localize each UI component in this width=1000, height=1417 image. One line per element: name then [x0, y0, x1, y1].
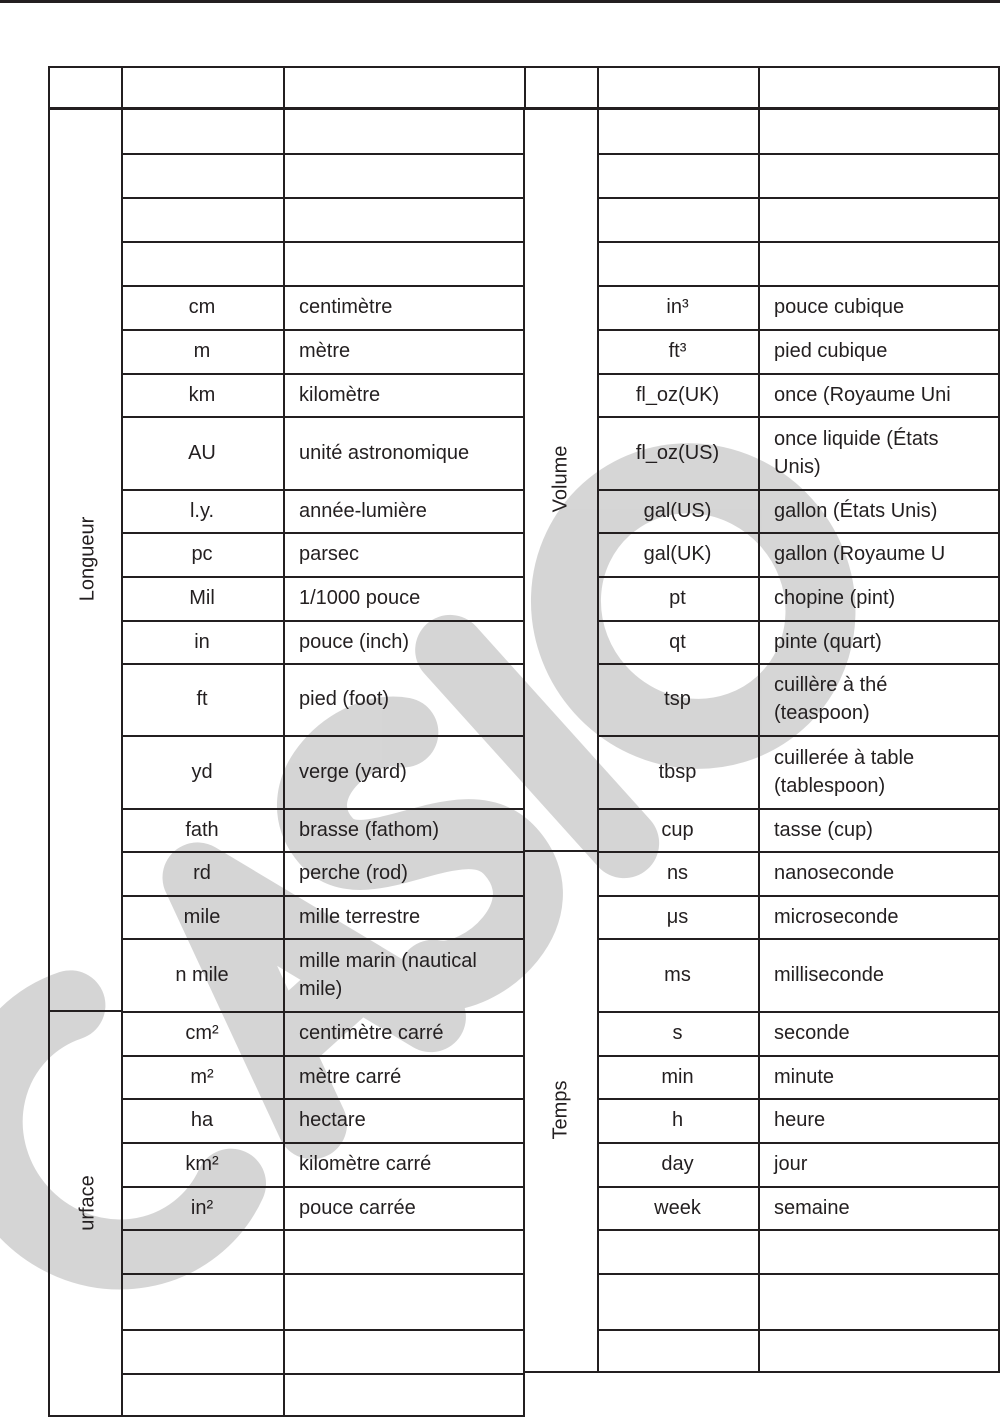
unit-name: pouce carrée	[299, 1196, 416, 1219]
unit-name: seconde	[774, 1022, 850, 1044]
unit-symbol: n mile	[175, 963, 229, 986]
unit-symbol	[597, 1273, 758, 1329]
unit-name: heure	[774, 1109, 826, 1131]
unit-name: mille marin (nautical mile)	[299, 949, 477, 1000]
unit-symbol	[121, 153, 283, 197]
table-line	[524, 66, 526, 110]
unit-symbol: mile	[183, 905, 221, 928]
table-line	[524, 850, 598, 852]
group-label-length: Longueur	[76, 516, 99, 602]
unit-name: nanoseconde	[774, 862, 895, 884]
unit-symbol: ha	[190, 1109, 214, 1131]
unit-name: pinte (quart)	[774, 630, 882, 653]
unit-name: gallon (États Unis)	[774, 499, 938, 522]
unit-symbol: fl_oz(UK)	[635, 383, 720, 406]
unit-name	[758, 1329, 1000, 1373]
unit-symbol	[597, 153, 758, 197]
unit-name	[283, 1229, 524, 1273]
unit-symbol: ms	[664, 963, 691, 986]
unit-symbol: min	[661, 1065, 694, 1088]
unit-name: brasse (fathom)	[299, 818, 440, 841]
unit-name: tasse (cup)	[774, 818, 873, 841]
table-line	[758, 66, 760, 110]
unit-symbol: rd	[193, 862, 211, 884]
unit-symbol: week	[654, 1196, 701, 1219]
group-label-area: urface	[76, 1175, 99, 1231]
unit-name	[283, 241, 524, 285]
unit-symbol: tbsp	[658, 760, 697, 783]
unit-name: année-lumière	[299, 499, 427, 522]
unit-symbol: qt	[669, 630, 686, 653]
unit-symbol: km	[188, 383, 216, 406]
unit-name: semaine	[774, 1196, 850, 1219]
unit-name: kilomètre carré	[299, 1153, 432, 1175]
unit-symbol	[121, 1329, 283, 1373]
unit-name: 1/1000 pouce	[299, 587, 421, 609]
unit-symbol: fath	[185, 818, 219, 841]
unit-symbol: l.y.	[189, 499, 215, 522]
unit-symbol: cm²	[185, 1022, 219, 1044]
unit-name: mètre	[299, 340, 351, 362]
unit-name: pouce cubique	[774, 296, 905, 318]
unit-name	[283, 1273, 524, 1329]
unit-symbol	[121, 197, 283, 241]
unit-symbol	[121, 110, 283, 153]
unit-symbol: cup	[661, 818, 694, 841]
unit-symbol: pt	[669, 587, 686, 609]
unit-symbol: m²	[190, 1065, 214, 1088]
unit-symbol	[597, 1329, 758, 1373]
unit-symbol: tsp	[664, 688, 691, 710]
unit-name: hectare	[299, 1109, 366, 1131]
unit-name: pouce (inch)	[299, 630, 410, 653]
unit-name: centimètre carré	[299, 1022, 444, 1044]
unit-name: kilomètre	[299, 383, 381, 406]
unit-symbol	[597, 197, 758, 241]
table-line	[48, 110, 50, 1417]
unit-name: once liquide (États Unis)	[774, 427, 939, 478]
unit-name	[283, 197, 524, 241]
unit-name	[758, 153, 1000, 197]
group-label-time: Temps	[549, 1080, 572, 1140]
unit-symbol: cm	[188, 296, 216, 318]
table-line	[597, 66, 599, 110]
unit-symbol: day	[661, 1153, 694, 1175]
unit-name: mille terrestre	[299, 905, 421, 928]
unit-name: once (Royaume Uni	[774, 383, 951, 406]
unit-symbol: yd	[191, 760, 213, 783]
unit-symbol	[597, 241, 758, 285]
unit-name: perche (rod)	[299, 862, 408, 884]
unit-name	[283, 1373, 524, 1416]
unit-symbol: km²	[185, 1153, 219, 1175]
unit-symbol: s	[672, 1022, 683, 1044]
unit-name: mètre carré	[299, 1065, 402, 1088]
unit-symbol: in²	[190, 1196, 214, 1219]
unit-symbol: pc	[191, 543, 213, 565]
unit-symbol: μs	[666, 905, 689, 928]
group-label-volume: Volume	[549, 445, 572, 513]
unit-name	[758, 1273, 1000, 1329]
unit-name: centimètre	[299, 296, 393, 318]
unit-name	[283, 110, 524, 153]
unit-symbol: fl_oz(US)	[635, 441, 720, 464]
unit-symbol	[121, 1373, 283, 1416]
unit-symbol: h	[671, 1109, 684, 1131]
table-line	[48, 66, 1000, 68]
unit-name	[758, 110, 1000, 153]
table-line	[48, 1010, 122, 1012]
unit-name: unité astronomique	[299, 441, 470, 464]
unit-symbol: ft³	[668, 340, 687, 362]
unit-symbol	[121, 241, 283, 285]
unit-name: jour	[774, 1153, 808, 1175]
unit-symbol: AU	[188, 441, 216, 464]
unit-symbol: in³	[666, 296, 689, 318]
unit-symbol: ns	[666, 862, 689, 884]
unit-symbol: gal(US)	[643, 499, 712, 522]
table-line	[283, 66, 285, 110]
unit-name: gallon (Royaume U	[774, 543, 946, 565]
unit-symbol: m	[193, 340, 211, 362]
unit-symbol	[597, 1229, 758, 1273]
unit-name: cuillère à thé (teaspoon)	[774, 674, 888, 724]
unit-name	[758, 241, 1000, 285]
unit-name: pied (foot)	[299, 688, 390, 710]
unit-name	[283, 1329, 524, 1373]
unit-symbol: ft	[196, 688, 208, 710]
unit-name: minute	[774, 1065, 835, 1088]
unit-symbol: gal(UK)	[643, 543, 712, 565]
unit-name: chopine (pint)	[774, 587, 896, 609]
unit-name	[758, 197, 1000, 241]
unit-symbol	[121, 1229, 283, 1273]
unit-name: cuillerée à table (tablespoon)	[774, 746, 915, 797]
table-line	[121, 66, 123, 110]
unit-name: pied cubique	[774, 340, 888, 362]
unit-symbol	[121, 1273, 283, 1329]
top-rule	[0, 0, 1000, 3]
unit-name: milliseconde	[774, 963, 885, 986]
unit-name: parsec	[299, 543, 360, 565]
unit-name	[283, 153, 524, 197]
unit-name: verge (yard)	[299, 760, 407, 783]
unit-symbol	[597, 110, 758, 153]
table-line	[48, 66, 50, 110]
unit-symbol: Mil	[189, 587, 215, 609]
unit-name	[758, 1229, 1000, 1273]
unit-symbol: in	[194, 630, 210, 653]
unit-name: microseconde	[774, 905, 899, 928]
